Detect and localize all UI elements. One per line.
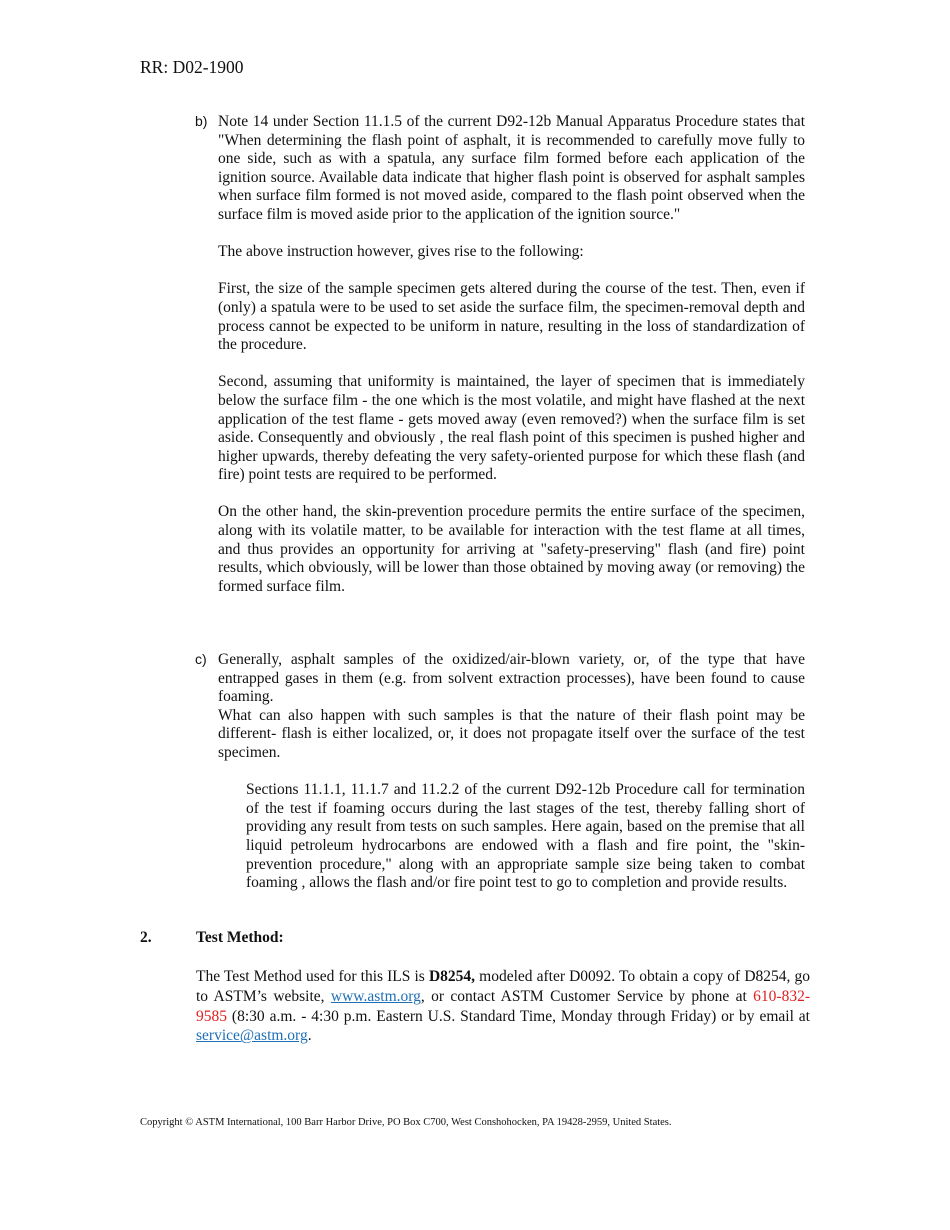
report-id-header: RR: D02-1900 bbox=[140, 57, 244, 77]
astm-website-link[interactable]: www.astm.org bbox=[330, 987, 421, 1005]
section-title: Test Method: bbox=[196, 929, 284, 946]
method-designation: D8254, bbox=[428, 968, 476, 985]
method-text-4: (8:30 a.m. - 4:30 p.m. Eastern U.S. Standard Time, Monday through Friday) or by email at bbox=[227, 1007, 810, 1025]
method-text-3: , or contact ASTM Customer Service by phone at bbox=[420, 987, 754, 1005]
test-method-paragraph bbox=[196, 967, 810, 1046]
item-b-note14-paragraph: Note 14 under Section 11.1.5 of the current D92-12b Manual Apparatus Procedure states that "When determining the flash point of asphalt, it is recommended to carefully move fully to one side, such as with a spatula, any surface film formed before each application of the ignition source. Available data indicate that higher flash point is observed for asphalt samples when surface film formed is not moved aside, compared to the flash point observed when the surface film is moved aside prior to the application of the ignition source." bbox=[218, 113, 805, 223]
item-b-other-hand-paragraph: On the other hand, the skin-prevention procedure permits the entire surface of the specimen, along with its volatile matter, to be available for interaction with the test flame at all times, and thus provides an opportunity for arriving at "safety-preserving" flash (and fire) point results, which obviously, will be lower than those obtained by moving away (or removing) the formed surface film. bbox=[218, 503, 805, 595]
method-text-1: The Test Method used for this ILS is bbox=[196, 968, 429, 985]
copyright-footer: Copyright © ASTM International, 100 Barr Harbor Drive, PO Box C700, West Conshohocken, PA 19428-2959, United States. bbox=[140, 1117, 672, 1128]
section-number: 2. bbox=[140, 929, 152, 946]
item-c bbox=[195, 651, 805, 893]
section-heading bbox=[140, 929, 284, 947]
item-b-second-paragraph: Second, assuming that uniformity is maintained, the layer of specimen that is immediately below the surface film - the one which is the most volatile, and might have flashed at the next application of the test flame - gets moved away (even removed?) when the surface film is set aside. Consequently and obviously , the real flash point of this specimen is pushed higher and higher upwards, thereby defeating the very safety-oriented purpose for which these flash (and fire) point tests are required to be performed. bbox=[218, 373, 805, 484]
item-c-flash-nature-paragraph: What can also happen with such samples is that the nature of their flash point may be different- flash is either localized, or, it does not propagate itself over the surface of the test specimen. bbox=[218, 706, 805, 761]
item-c-sections-paragraph: Sections 11.1.1, 11.1.7 and 11.2.2 of the current D92-12b Procedure call for termination of the test if foaming occurs during the last stages of the test, thereby falling short of providing any result from tests on such samples. Here again, based on the premise that all liquid petroleum hydrocarbons are endowed with a flash and fire point, the "skin-prevention procedure," along with an appropriate sample size being taken to combat foaming , allows the flash and/or fire point test to go to completion and provide results. bbox=[246, 781, 805, 892]
service-email-link[interactable]: service@astm.org bbox=[196, 1027, 308, 1045]
method-text-2: modeled after D0092. To obtain a copy of D8254, go to ASTM’s website, bbox=[196, 968, 810, 1005]
item-c-marker: c) bbox=[195, 651, 207, 667]
item-c-foaming-paragraph: Generally, asphalt samples of the oxidized/air-blown variety, or, of the type that have entrapped gases in them (e.g. from solvent extraction processes), have been found to cause foaming. bbox=[218, 651, 805, 706]
item-b-marker: b) bbox=[195, 113, 208, 129]
method-text-5: . bbox=[307, 1027, 312, 1045]
item-b-first-paragraph: First, the size of the sample specimen gets altered during the course of the test. Then, even if (only) a spatula were to be used to set aside the surface film, the specimen-removal depth and process cannot be expected to be uniform in nature, resulting in the loss of standardization of the procedure. bbox=[218, 280, 805, 354]
item-b bbox=[195, 113, 805, 596]
customer-service-phone: 610-832-9585 bbox=[196, 987, 810, 1025]
item-b-intro-paragraph: The above instruction however, gives rise to the following: bbox=[218, 243, 584, 261]
